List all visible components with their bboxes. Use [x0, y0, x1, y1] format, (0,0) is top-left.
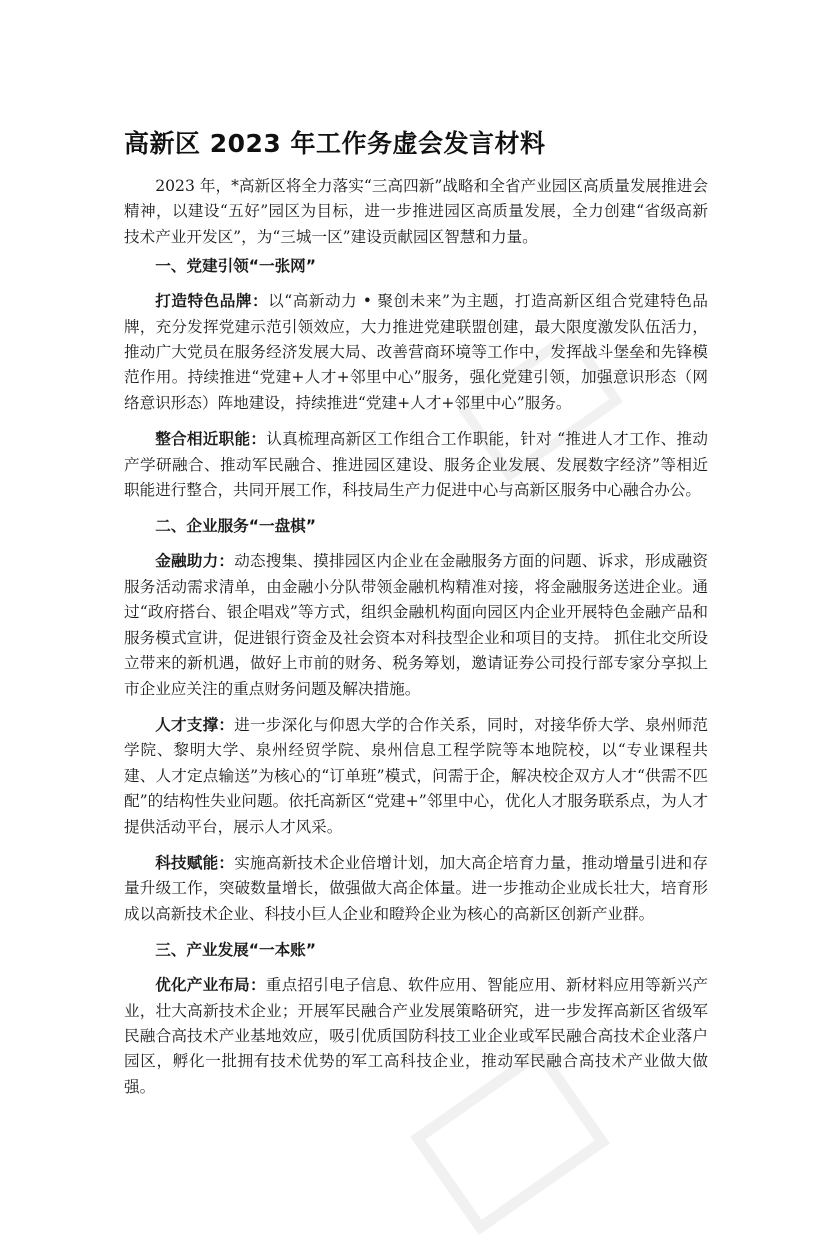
section-heading: 三、产业发展“一本账” — [155, 941, 317, 960]
paragraph-text: 动态搜集、摸排园区内企业在金融服务方面的问题、诉求，形成融资服务活动需求清单，由金融小分队带领金融机构精准对接，将金融服务送进企业。通过“政府搭台、银企唱戏”等方式，组织金融机构面向园区内企业开展特色金融产品和服务模式宣讲，促进银行资金及社会资本对科技型企业和项目的支持。 抓住北交所设立带来的新机遇，做好上市前的财务、税务筹划，邀请证券公司投行部专家分享拟上市企业应关注的重点财务问题及解决措施。 — [124, 552, 708, 698]
document-body — [124, 128, 708, 1111]
body-paragraph — [124, 973, 708, 1100]
paragraph-lead: 金融助力： — [155, 552, 235, 571]
paragraph-lead: 打造特色品牌： — [155, 292, 269, 311]
body-paragraph — [124, 549, 708, 701]
paragraph-text: 进一步深化与仰恩大学的合作关系，同时，对接华侨大学、泉州师范学院、黎明大学、泉州经贸学院、泉州信息工程学院等本地院校，以“专业课程共建、人才定点输送”为核心的“订单班”模式，问需于企，解决校企双方人才“供需不匹配”的结构性失业问题。依托高新区“党建+”邻里中心，优化人才服务联系点，为人才提供活动平台，展示人才风采。 — [124, 715, 708, 836]
paragraph-lead: 科技赋能： — [155, 853, 235, 872]
section-heading: 一、党建引领“一张网” — [155, 257, 317, 276]
document-title: 高新区 2023 年工作务虚会发言材料 — [124, 129, 546, 158]
section-heading: 二、企业服务“一盘棋” — [155, 517, 317, 536]
intro-paragraph: 2023 年，*高新区将全力落实“三高四新”战略和全省产业园区高质量发展推进会精神，以建设“五好”园区为目标，进一步推进园区高质量发展，全力创建“省级高新技术产业开发区”，为“三城一区”建设贡献园区智慧和力量。 — [124, 177, 708, 246]
paragraph-text: 以“高新动力 • 聚创未来”为主题，打造高新区组合党建特色品牌，充分发挥党建示范引领效应，大力推进党建联盟创建，最大限度激发队伍活力，推动广大党员在服务经济发展大局、改善营商环境等工作中，发挥战斗堡垒和先锋模范作用。持续推进“党建+人才+邻里中心”服务，强化党建引领，加强意识形态（网络意识形态）阵地建设，持续推进“党建+人才+邻里中心”服务。 — [124, 292, 708, 412]
paragraph-lead: 人才支撑： — [155, 715, 235, 734]
body-paragraph — [124, 713, 708, 840]
body-paragraph — [124, 427, 708, 503]
body-paragraph — [124, 851, 708, 927]
paragraph-lead: 优化产业布局： — [155, 976, 266, 995]
paragraph-lead: 整合相近职能： — [155, 430, 267, 449]
paragraph-text: 实施高新技术企业倍增计划，加大高企培育力量，推动增量引进和存量升级工作，突破数量增长，做强做大高企体量。进一步推动企业成长壮大，培育形成以高新技术企业、科技小巨人企业和瞪羚企业为核心的高新区创新产业群。 — [124, 853, 708, 923]
body-paragraph — [124, 289, 708, 416]
paragraph-text: 重点招引电子信息、软件应用、智能应用、新材料应用等新兴产业，壮大高新技术企业；开展军民融合产业发展策略研究，进一步发挥高新区省级军民融合高技术产业基地效应，吸引优质国防科技工业企业或军民融合高技术企业落户园区，孵化一批拥有技术优势的军工高科技企业，推动军民融合高技术产业做大做强。 — [124, 976, 708, 1096]
paragraph-text: 认真梳理高新区工作组合工作职能，针对 “推进人才工作、推动产学研融合、推动军民融合、推进园区建设、服务企业发展、发展数字经济”等相近职能进行整合，共同开展工作，科技局生产力促进中心与高新区服务中心融合办公。 — [124, 430, 708, 500]
